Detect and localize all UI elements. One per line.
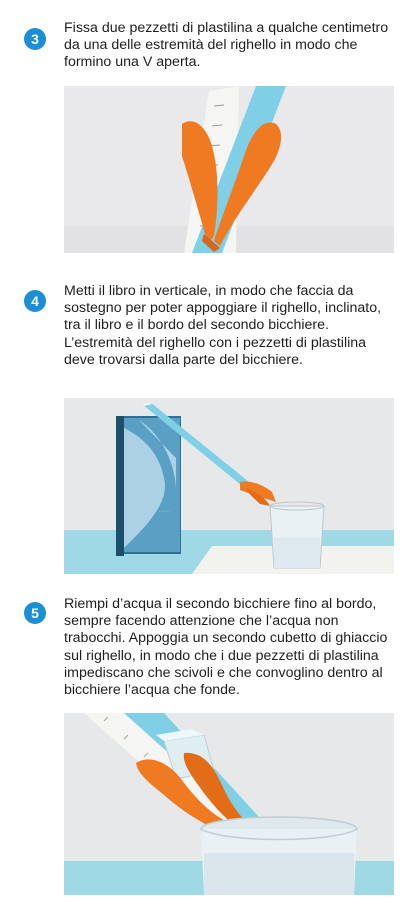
step-3-text: Fissa due pezzetti di plastilina a qualche centimetro da una delle estremità del righello in modo che formino una V aperta.	[64, 20, 389, 71]
step-4-badge: 4	[24, 290, 46, 312]
book-ruler-glass-illustration	[64, 398, 394, 574]
ruler-ice-glass-illustration	[64, 713, 394, 895]
ruler-with-clay-illustration	[64, 86, 394, 253]
step-4-photo	[64, 398, 394, 574]
step-3-photo	[64, 86, 394, 253]
step-5-badge: 5	[24, 602, 46, 624]
svg-text:· · · · ·: · · · · ·	[159, 509, 171, 514]
step-3-badge: 3	[24, 28, 46, 50]
step-5-text: Riempi d’acqua il secondo bicchiere fino al bordo, sempre facendo attenzione che l’acqua non trabocchi. Appoggia un secondo cubetto di ghiaccio sul righello, in modo che i due pezzetti di plastilina impediscano che scivoli e che convoglino dentro al bicchiere l’acqua che fonde.	[64, 596, 388, 699]
step-4-text: Metti il libro in verticale, in modo che faccia da sostegno per poter appoggiare il righello, inclinato, tra il libro e il bordo del secondo bicchiere. L’estremità del righello con i pezzetti di plastilina deve trovarsi dalla parte del bicchiere.	[64, 283, 382, 368]
step-5-photo	[64, 713, 394, 895]
